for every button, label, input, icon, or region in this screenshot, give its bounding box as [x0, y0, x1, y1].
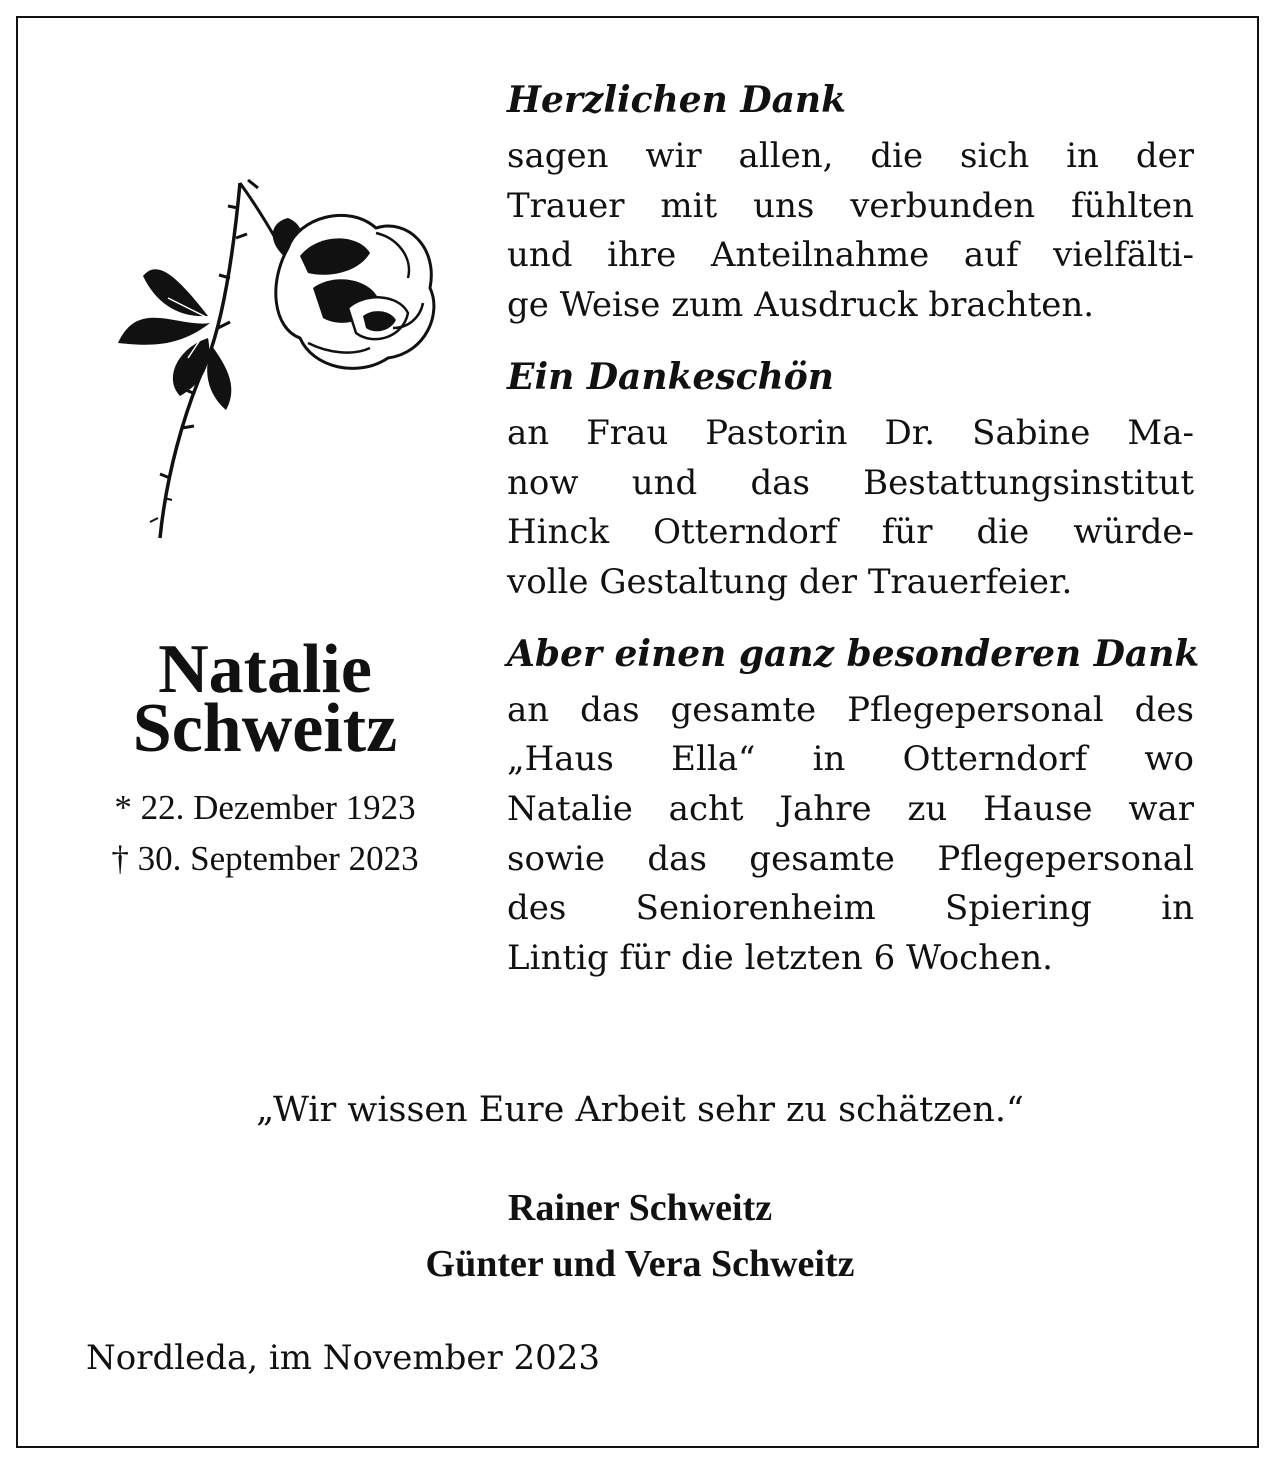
signer-name: Rainer Schweitz — [507, 1187, 773, 1229]
text-line: an das gesamte Pflegepersonal des — [507, 689, 1194, 730]
quote: „Wir wissen Eure Arbeit sehr zu schätzen.“ — [256, 1090, 1024, 1130]
section-heading: Ein Dankeschön — [507, 355, 834, 398]
text-line: Lintig für die letzten 6 Wochen. — [507, 938, 1053, 979]
text-line: „Haus Ella“ in Otterndorf wo — [507, 739, 1194, 780]
signers — [0, 1180, 1280, 1292]
section-dankeschoen — [507, 349, 1194, 608]
section-body — [507, 686, 1194, 984]
section-heading: Herzlichen Dank — [507, 79, 847, 121]
section-body — [507, 409, 1194, 608]
section-thanks — [507, 72, 1194, 331]
text-line: des Seniorenheim Spiering in — [507, 888, 1194, 929]
text-line: und ihre Anteilnahme auf vielfälti- — [507, 235, 1194, 276]
text-line: volle Gestaltung der Trauerfeier. — [507, 561, 1073, 602]
deceased-block — [60, 631, 470, 884]
text-line: Natalie acht Jahre zu Hause war — [507, 789, 1194, 830]
birth-date: * 22. Dezember 1923 — [114, 788, 416, 827]
text-line: Trauer mit uns verbunden fühlten — [507, 185, 1194, 226]
life-dates — [60, 782, 470, 884]
place-date: Nordleda, im November 2023 — [86, 1338, 601, 1378]
rose-icon — [108, 178, 448, 540]
deceased-last-name: Schweitz — [132, 690, 398, 767]
text-line: now und das Bestattungsinstitut — [507, 462, 1194, 503]
death-date: † 30. September 2023 — [111, 839, 419, 878]
section-body — [507, 132, 1194, 331]
section-special-thanks — [507, 626, 1200, 984]
text-line: ge Weise zum Ausdruck brachten. — [507, 285, 1095, 326]
text-line: sagen wir allen, die sich in der — [507, 136, 1194, 176]
thanks-text — [507, 72, 1200, 1002]
section-heading: Aber einen ganz besonderen Dank — [507, 632, 1200, 675]
signer-name: Günter und Vera Schweitz — [425, 1243, 855, 1285]
text-line: sowie das gesamte Pflegepersonal — [507, 838, 1194, 879]
text-line: an Frau Pastorin Dr. Sabine Ma- — [507, 412, 1194, 453]
text-line: Hinck Otterndorf für die würde- — [507, 512, 1194, 553]
deceased-first-name: Natalie — [158, 631, 372, 708]
